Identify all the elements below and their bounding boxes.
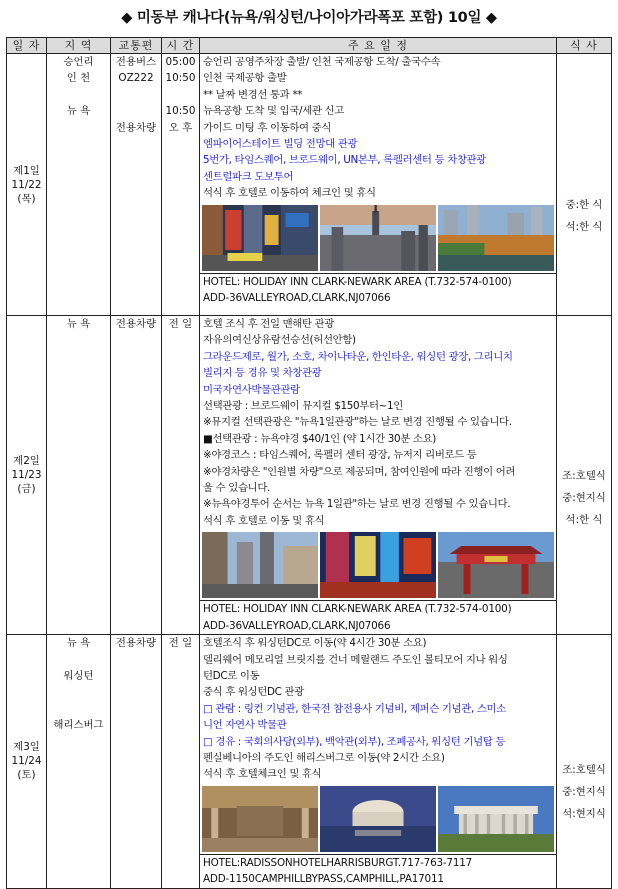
schedule-line: ※뮤지컬 선택관광은 "뉴욕1일관광"하는 날로 변경 진행될 수 있습니다. [203,416,512,429]
region [47,701,110,717]
transport: OZ222 [118,72,154,85]
region: 워싱턴 [63,669,94,682]
schedule-line: 뉴욕공항 도착 및 입국/세관 신고 [203,105,344,118]
schedule-line: 펜실베니아의 주도인 해리스버그로 이동(약 2시간 소요) [203,751,445,764]
meal-cell-2 [557,316,612,635]
region: 인 천 [66,72,91,85]
hotel-address: ADD-36VALLEYROAD,CLARK,NJ07066 [203,292,391,305]
header-schedule: 주 요 일 정 [200,38,557,54]
meal-lunch: 중:현지식 [562,786,606,799]
photo-strip [202,205,554,271]
itinerary-table [6,37,612,889]
region: 뉴 욕 [66,637,91,650]
schedule-line: □ 경유 : 국회의사당(외부), 백악관(외부), 조폐공사, 워싱턴 기념탑 등 [203,735,506,748]
day-label: 제2일 [13,455,40,468]
day-date: 11/22 [11,178,42,191]
day-cell-1 [7,54,47,316]
manhattan-skyline-photo [320,205,436,271]
transport-cell-1 [111,54,162,316]
time: 전 일 [168,318,193,330]
schedule-line: 인천 국제공항 출발 [203,72,287,85]
transport: 전용차량 [115,637,157,650]
day-label: 제1일 [13,164,40,177]
header-time: 시 간 [162,38,200,54]
header-date: 일 자 [7,38,47,54]
time: 전 일 [168,637,193,650]
schedule-lines [200,54,556,202]
wall-street-photo [202,532,318,598]
transport: 전용차량 [115,121,157,134]
header-row [7,38,612,54]
day-cell-2 [7,316,47,635]
times-square-photo [202,205,318,271]
hotel-info [200,273,556,307]
time: 10:50 [165,105,196,118]
schedule-lines [200,316,556,529]
schedule-line: 석식 후 호텔로 이동 및 휴식 [203,514,325,527]
schedule-line: ※야경코스 : 타임스퀘어, 록펠러 센터 광장, 뉴저지 리버로드 등 [203,449,477,462]
schedule-line: ※야경차량은 "인원별 차량"으로 제공되며, 참여인원에 따라 진행이 어려 [203,465,516,478]
transport-cell-2 [111,316,162,635]
meal-breakfast: 조:호텔식 [562,469,606,482]
day-label: 제3일 [13,741,40,754]
schedule-line: 가이드 미팅 후 이동하여 중식 [203,121,332,134]
schedule-line: 빌리지 등 경유 및 차창관광 [203,367,322,380]
region: 해리스버그 [53,719,104,732]
meal-lunch: 중:한 식 [565,198,603,211]
day-weekday: (금) [17,483,36,496]
hotel-address: ADD-1150CAMPHILLBYPASS,CAMPHILL,PA17011 [203,873,444,886]
meal-lunch: 중:현지식 [562,491,606,504]
region: 승언리 [63,56,94,68]
schedule-line: 5번가, 타임스퀘어, 브로드웨이, UN본부, 록펠러센터 등 차창관광 [203,154,486,167]
photo-strip [202,532,554,598]
time: 10:50 [165,72,196,85]
central-park-photo [438,205,554,271]
hotel-name: HOTEL:RADISSONHOTELHARRISBURGT.717-763-7117 [203,856,473,869]
time: 오 후 [168,121,193,134]
transport: 전용버스 [115,56,157,68]
schedule-line: 선택관광 : 브로드웨이 뮤지컬 $150부터~1인 [203,400,403,413]
day-date: 11/24 [11,755,42,768]
schedule-lines [200,635,556,783]
schedule-line: 석식 후 호텔체크인 및 휴식 [203,768,322,781]
region-cell-1 [47,54,111,316]
day-row-3 [7,635,612,888]
meal-cell-3 [557,635,612,888]
schedule-line: 델리웨어 메모리얼 브릿지를 건너 메릴랜드 주도인 볼티모어 지나 워싱 [203,653,508,666]
schedule-line: 석식 후 호텔로 이동하여 체크인 및 휴식 [203,187,376,200]
schedule-line: 니언 자연사 박물관 [203,719,287,732]
times-square-night-photo [320,532,436,598]
header-region: 지 역 [47,38,111,54]
time-cell-1 [162,54,200,316]
region: 뉴 욕 [66,318,91,330]
day-row-1 [7,54,612,316]
schedule-cell-3 [200,635,557,888]
museum-hall-photo [202,786,318,852]
schedule-line: 호텔조식 후 워싱턴DC로 이동(약 4시간 30분 소요) [203,637,427,650]
schedule-line: 센트럴파크 도보투어 [203,170,294,183]
lincoln-memorial-photo [438,786,554,852]
time: 05:00 [165,56,196,68]
region [47,651,110,667]
day-weekday: (토) [17,769,36,782]
time-cell-2 [162,316,200,635]
schedule-line: ※뉴욕야경투어 순서는 뉴욕 1일관"하는 날로 변경 진행될 수 있습니다. [203,498,511,511]
jefferson-memorial-photo [320,786,436,852]
hotel-info [200,854,556,888]
meal-breakfast: 조:호텔식 [562,764,606,777]
meal-cell-1 [557,54,612,316]
schedule-line: ** 날짜 변경선 통과 ** [203,88,303,101]
page-title: ◆ 미동부 캐나다(뉴욕/워싱턴/나이아가라폭포 포함) 10일 ◆ [121,10,497,26]
transport-cell-3 [111,635,162,888]
meal-dinner: 석:한 식 [565,513,603,526]
day-weekday: (목) [17,192,36,205]
transport [111,103,161,119]
time [162,87,199,103]
schedule-line: 호텔 조식 후 전일 맨해탄 관광 [203,318,335,330]
schedule-line: 그라운드제로, 월가, 소호, 차이나타운, 한인타운, 워싱턴 광장, 그리니치 [203,350,513,363]
region [47,684,110,700]
transport: 전용차량 [115,318,157,330]
hotel-name: HOTEL: HOLIDAY INN CLARK-NEWARK AREA (T.732-574-0100) [203,275,512,288]
region [47,87,110,103]
hotel-name: HOTEL: HOLIDAY INN CLARK-NEWARK AREA (T.732-574-0100) [203,603,512,616]
schedule-line: 자유의여신상유람선승선(허선안함) [203,334,356,347]
schedule-line: ■선택관광 : 뉴욕야경 $40/1인 (약 1시간 30분 소요) [203,432,436,445]
region: 뉴 욕 [66,105,91,118]
region-cell-3 [47,635,111,888]
day-date: 11/23 [11,469,42,482]
meal-dinner: 석:현지식 [562,808,606,821]
meal-dinner: 석:한 식 [565,220,603,233]
day-cell-3 [7,635,47,888]
transport [111,87,161,103]
header-meals: 식 사 [557,38,612,54]
time-cell-3 [162,635,200,888]
schedule-line: □ 관람 : 링컨 기념관, 한국전 참전용사 기념비, 제퍼슨 기념관, 스미소 [203,702,506,715]
schedule-line: 중식 후 워싱턴DC 관광 [203,686,304,699]
hotel-info [200,600,556,634]
schedule-line: 미국자연사박물관관람 [203,383,300,396]
hotel-address: ADD-36VALLEYROAD,CLARK,NJ07066 [203,619,391,632]
schedule-line: 승언리 공영주차장 출발/ 인천 국제공항 도착/ 출국수속 [203,56,441,68]
schedule-line: 턴DC로 이동 [203,669,260,682]
schedule-cell-2 [200,316,557,635]
chinatown-gate-photo [438,532,554,598]
day-row-2 [7,316,612,635]
header-transport: 교통편 [111,38,162,54]
photo-strip [202,786,554,852]
schedule-line: 엠파이어스테이트 빌딩 전망대 관광 [203,138,358,151]
schedule-cell-1 [200,54,557,316]
region-cell-2 [47,316,111,635]
schedule-line: 울 수 있습니다. [203,482,270,495]
